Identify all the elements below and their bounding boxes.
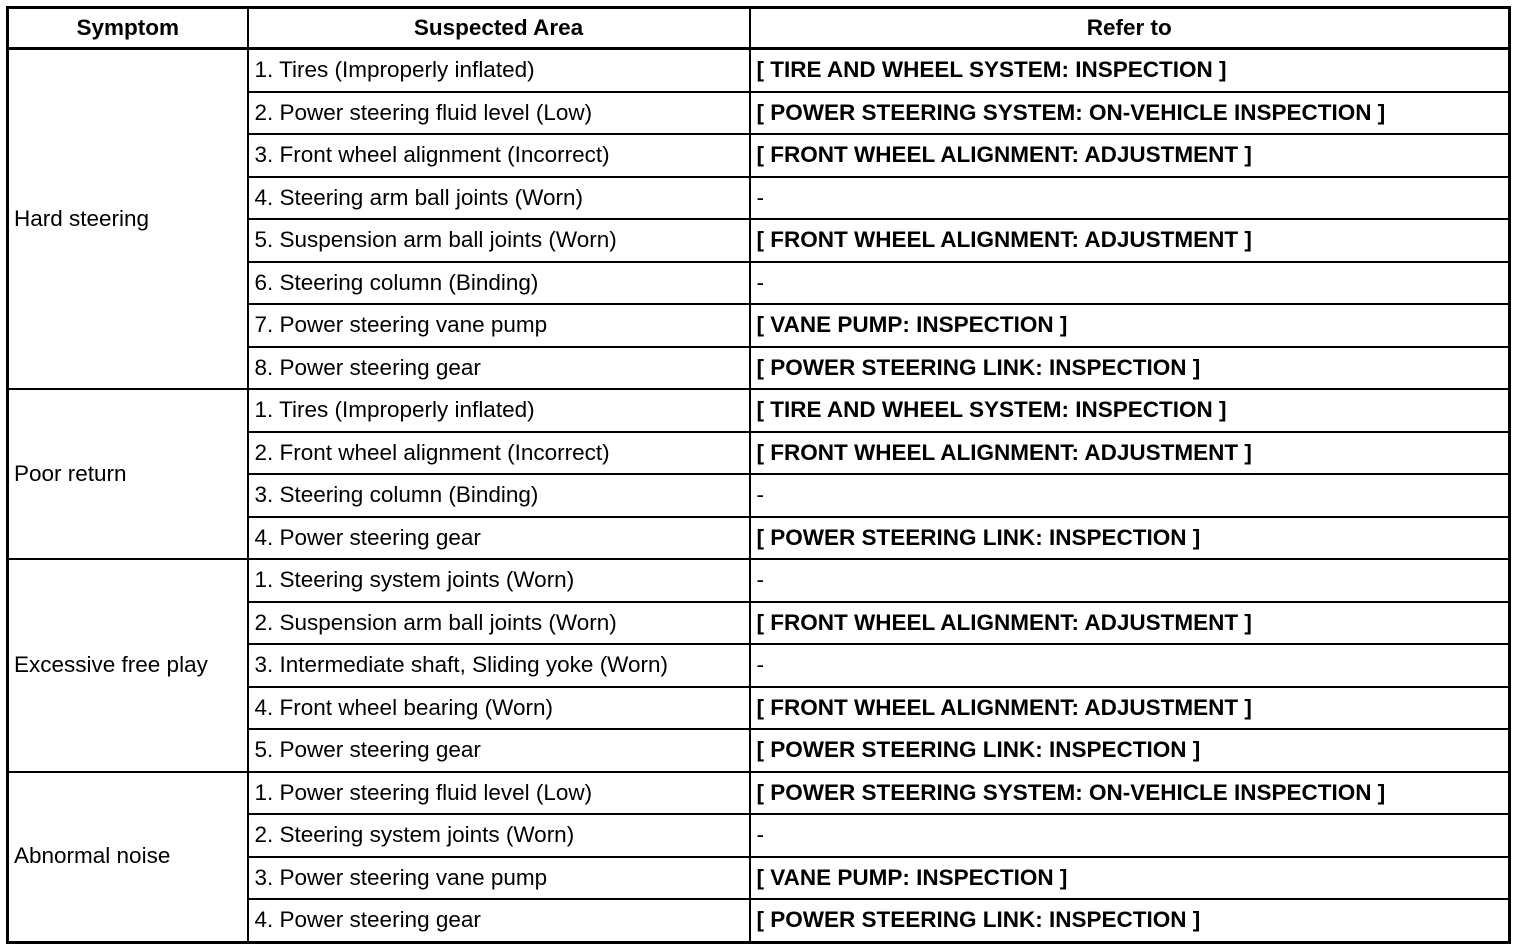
refer-to-link[interactable]: [ VANE PUMP: INSPECTION ] (750, 857, 1510, 900)
header-row (8, 8, 1510, 49)
refer-to-cell: - (750, 559, 1510, 602)
symptom-cell: Excessive free play (8, 559, 248, 772)
suspected-area-cell: 4. Front wheel bearing (Worn) (248, 687, 750, 730)
table-row (8, 772, 1510, 815)
header-refer-to: Refer to (750, 8, 1510, 49)
table-row (8, 389, 1510, 432)
suspected-area-cell: 6. Steering column (Binding) (248, 262, 750, 305)
suspected-area-cell: 1. Tires (Improperly inflated) (248, 389, 750, 432)
header-symptom: Symptom (8, 8, 248, 49)
suspected-area-cell: 3. Steering column (Binding) (248, 474, 750, 517)
refer-to-cell: - (750, 814, 1510, 857)
suspected-area-cell: 2. Steering system joints (Worn) (248, 814, 750, 857)
refer-to-cell: - (750, 177, 1510, 220)
symptom-cell: Poor return (8, 389, 248, 559)
refer-to-cell: - (750, 474, 1510, 517)
suspected-area-cell: 4. Power steering gear (248, 899, 750, 942)
troubleshooting-table (6, 6, 1511, 944)
refer-to-link[interactable]: [ POWER STEERING LINK: INSPECTION ] (750, 729, 1510, 772)
suspected-area-cell: 2. Power steering fluid level (Low) (248, 92, 750, 135)
suspected-area-cell: 1. Power steering fluid level (Low) (248, 772, 750, 815)
refer-to-cell: - (750, 262, 1510, 305)
refer-to-link[interactable]: [ TIRE AND WHEEL SYSTEM: INSPECTION ] (750, 389, 1510, 432)
refer-to-link[interactable]: [ POWER STEERING LINK: INSPECTION ] (750, 347, 1510, 390)
refer-to-link[interactable]: [ TIRE AND WHEEL SYSTEM: INSPECTION ] (750, 49, 1510, 92)
suspected-area-cell: 8. Power steering gear (248, 347, 750, 390)
table-body (8, 49, 1510, 943)
table-row (8, 49, 1510, 92)
suspected-area-cell: 1. Tires (Improperly inflated) (248, 49, 750, 92)
refer-to-link[interactable]: [ POWER STEERING SYSTEM: ON-VEHICLE INSPECTION ] (750, 92, 1510, 135)
refer-to-link[interactable]: [ POWER STEERING LINK: INSPECTION ] (750, 899, 1510, 942)
refer-to-link[interactable]: [ FRONT WHEEL ALIGNMENT: ADJUSTMENT ] (750, 219, 1510, 262)
suspected-area-cell: 5. Power steering gear (248, 729, 750, 772)
suspected-area-cell: 2. Suspension arm ball joints (Worn) (248, 602, 750, 645)
refer-to-link[interactable]: [ FRONT WHEEL ALIGNMENT: ADJUSTMENT ] (750, 432, 1510, 475)
refer-to-link[interactable]: [ POWER STEERING LINK: INSPECTION ] (750, 517, 1510, 560)
suspected-area-cell: 4. Power steering gear (248, 517, 750, 560)
suspected-area-cell: 3. Power steering vane pump (248, 857, 750, 900)
header-suspected-area: Suspected Area (248, 8, 750, 49)
suspected-area-cell: 7. Power steering vane pump (248, 304, 750, 347)
refer-to-link[interactable]: [ FRONT WHEEL ALIGNMENT: ADJUSTMENT ] (750, 134, 1510, 177)
suspected-area-cell: 3. Intermediate shaft, Sliding yoke (Worn) (248, 644, 750, 687)
refer-to-link[interactable]: [ POWER STEERING SYSTEM: ON-VEHICLE INSPECTION ] (750, 772, 1510, 815)
refer-to-link[interactable]: [ FRONT WHEEL ALIGNMENT: ADJUSTMENT ] (750, 687, 1510, 730)
suspected-area-cell: 5. Suspension arm ball joints (Worn) (248, 219, 750, 262)
symptom-cell: Hard steering (8, 49, 248, 390)
suspected-area-cell: 3. Front wheel alignment (Incorrect) (248, 134, 750, 177)
suspected-area-cell: 1. Steering system joints (Worn) (248, 559, 750, 602)
refer-to-link[interactable]: [ VANE PUMP: INSPECTION ] (750, 304, 1510, 347)
table-row (8, 559, 1510, 602)
suspected-area-cell: 4. Steering arm ball joints (Worn) (248, 177, 750, 220)
suspected-area-cell: 2. Front wheel alignment (Incorrect) (248, 432, 750, 475)
symptom-cell: Abnormal noise (8, 772, 248, 943)
refer-to-cell: - (750, 644, 1510, 687)
refer-to-link[interactable]: [ FRONT WHEEL ALIGNMENT: ADJUSTMENT ] (750, 602, 1510, 645)
table-header (8, 8, 1510, 49)
